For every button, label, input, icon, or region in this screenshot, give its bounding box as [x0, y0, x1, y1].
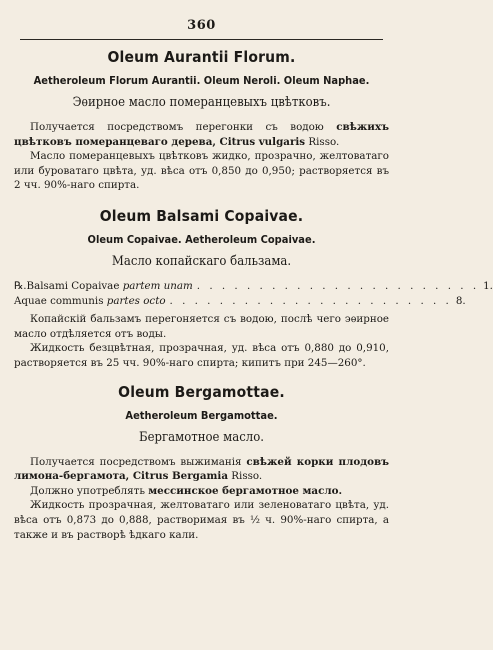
- section-russian-title-copaivae: Масло копайскаго бальзама.: [111, 253, 292, 269]
- header-rule: [20, 39, 383, 40]
- spacer: [14, 371, 389, 381]
- leader-dots: . . . . . . . . . . . . . . . . . . . . . . .: [169, 294, 452, 307]
- page-number: 360: [187, 18, 216, 33]
- bold-text: свѣжихъ цвѣтковъ померанцеваго дерева, Citrus vulgaris: [14, 121, 389, 148]
- section-synonyms-copaivae: Oleum Copaivae. Aetheroleum Copaivae.: [87, 232, 316, 246]
- paragraph: Копайскій бальзамъ перегоняется съ водою, послѣ чего эѳирное масло отдѣляется отъ воды.: [14, 313, 389, 340]
- recipe-ingredient: [14, 294, 166, 309]
- leader-dots: . . . . . . . . . . . . . . . . . . . . . . .: [196, 279, 480, 292]
- recipe: [14, 279, 493, 308]
- section-synonyms-bergamottae: Aetheroleum Bergamottae.: [125, 408, 278, 422]
- paragraph: [14, 484, 389, 499]
- paragraph: [14, 455, 389, 484]
- text: Получается посредствомъ выжиманія: [30, 455, 247, 468]
- bold-text: свѣжей корки плодовъ лимона-бергамота, Citrus Bergamia: [14, 455, 389, 483]
- text: Risso.: [305, 135, 340, 148]
- bold-text: мессинское бергамотное масло.: [148, 484, 343, 497]
- text: Risso.: [228, 470, 263, 483]
- paragraph: Жидкость прозрачная, желтоватаго или зеленоватаго цвѣта, уд. вѣса отъ 0,873 до 0,888, растворимая въ ½ ч. 90%-наго спирта, а также и въ растворѣ ѣдкаго кали.: [14, 499, 389, 541]
- paragraph: Жидкость безцвѣтная, прозрачная, уд. вѣса отъ 0,880 до 0,910, растворяется въ 25 чч. 90%-наго спирта; кипитъ при 245—260°.: [14, 342, 389, 369]
- text: Balsami Copaivae: [26, 279, 123, 292]
- recipe-symbol: ℞.: [14, 279, 27, 292]
- recipe-quantity: 1.: [483, 279, 493, 292]
- section-title-bergamottae: Oleum Bergamottae.: [118, 382, 285, 401]
- recipe-quantity: 8.: [455, 294, 466, 307]
- section-russian-title-aurantii: Эѳирное масло померанцевыхъ цвѣтковъ.: [72, 95, 331, 110]
- section-title-aurantii: Oleum Aurantii Florum.: [107, 48, 296, 66]
- recipe-row: [14, 279, 493, 294]
- italic-text: partem unam: [122, 279, 193, 292]
- recipe-row: [14, 294, 466, 309]
- paragraph: Масло померанцевыхъ цвѣтковъ жидко, прозрачно, желтоватаго или буроватаго цвѣта, уд. вѣса отъ 0,850 до 0,950; растворяется въ 2 чч. 90%-наго спирта.: [14, 150, 389, 192]
- section-title-copaivae: Oleum Balsami Copaivae.: [99, 206, 304, 225]
- paragraph: [14, 120, 389, 149]
- text: Aquae communis: [14, 294, 107, 307]
- italic-text: partes octo: [106, 294, 166, 307]
- text: Получается посредствомъ перегонки съ водою: [30, 121, 337, 133]
- section-russian-title-bergamottae: Бергамотное масло.: [139, 429, 264, 445]
- section-synonyms-aurantii: Aetheroleum Florum Aurantii. Oleum Neroli. Oleum Naphae.: [33, 74, 370, 87]
- spacer: [14, 193, 389, 205]
- text: Должно употреблять: [30, 484, 149, 497]
- recipe-ingredient: [27, 279, 193, 294]
